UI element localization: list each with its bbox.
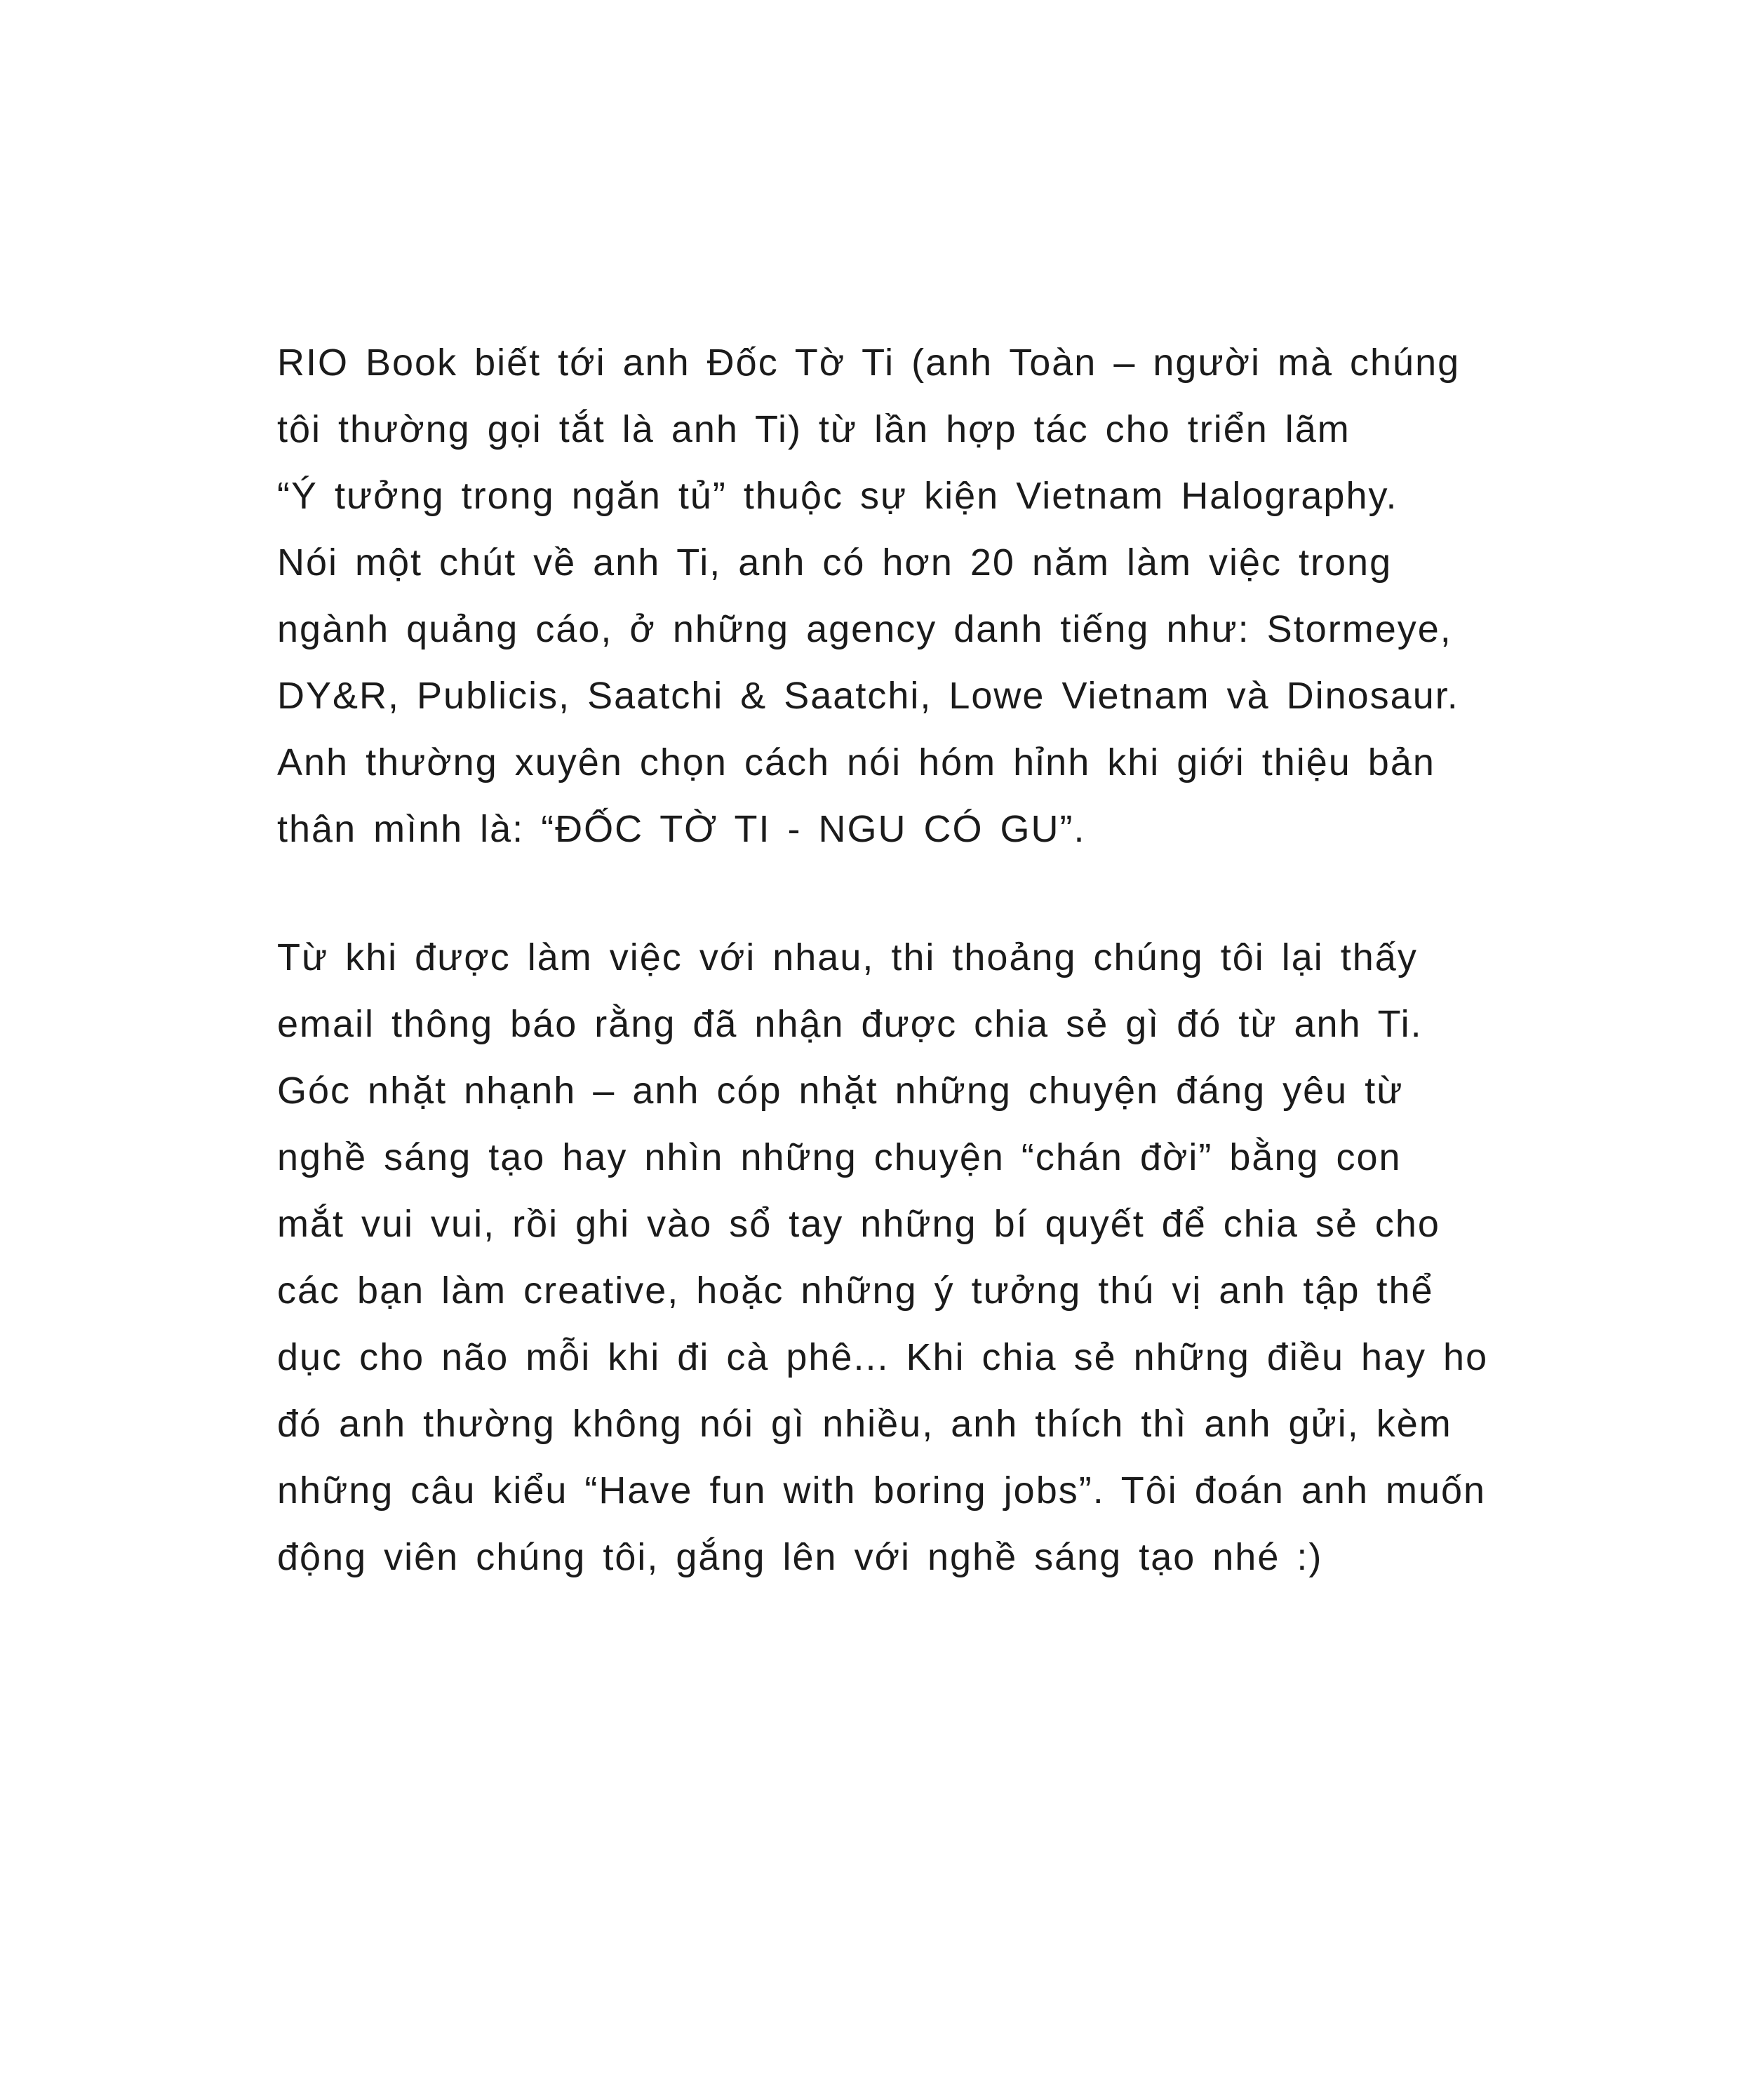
text-line: mắt vui vui, rồi ghi vào sổ tay những bí quyết để chia sẻ cho <box>277 1203 1440 1245</box>
paragraph-sharing-emails <box>277 924 1526 1591</box>
text-line: nghề sáng tạo hay nhìn những chuyện “chán đời” bằng con <box>277 1136 1402 1178</box>
text-line: đó anh thường không nói gì nhiều, anh thích thì anh gửi, kèm <box>277 1403 1452 1445</box>
text-line: ngành quảng cáo, ở những agency danh tiếng như: Stormeye, <box>277 608 1452 650</box>
paragraph-intro-doc-to-ti <box>277 330 1526 863</box>
text-line: DY&R, Publicis, Saatchi & Saatchi, Lowe Vietnam và Dinosaur. <box>277 675 1459 717</box>
text-line: các bạn làm creative, hoặc những ý tưởng thú vị anh tập thể <box>277 1270 1434 1312</box>
text-line: RIO Book biết tới anh Đốc Tờ Ti (anh Toàn – người mà chúng <box>277 342 1461 384</box>
text-line: thân mình là: “ĐỐC TỜ TI - NGU CÓ GU”. <box>277 808 1086 850</box>
text-line: những câu kiểu “Have fun with boring jobs”. Tôi đoán anh muốn <box>277 1469 1487 1512</box>
text-line: Nói một chút về anh Ti, anh có hơn 20 năm làm việc trong <box>277 541 1393 584</box>
text-line: Anh thường xuyên chọn cách nói hóm hỉnh khi giới thiệu bản <box>277 741 1435 783</box>
text-line: Từ khi được làm việc với nhau, thi thoảng chúng tôi lại thấy <box>277 936 1418 978</box>
body-text <box>277 330 1526 1591</box>
text-line: dục cho não mỗi khi đi cà phê... Khi chia sẻ những điều hay ho <box>277 1336 1489 1378</box>
text-line: tôi thường gọi tắt là anh Ti) từ lần hợp tác cho triển lãm <box>277 408 1351 450</box>
text-line: “Ý tưởng trong ngăn tủ” thuộc sự kiện Vietnam Halography. <box>277 475 1398 517</box>
text-line: email thông báo rằng đã nhận được chia sẻ gì đó từ anh Ti. <box>277 1003 1423 1045</box>
text-line: động viên chúng tôi, gắng lên với nghề sáng tạo nhé :) <box>277 1536 1323 1578</box>
text-line: Góc nhặt nhạnh – anh cóp nhặt những chuyện đáng yêu từ <box>277 1070 1404 1112</box>
